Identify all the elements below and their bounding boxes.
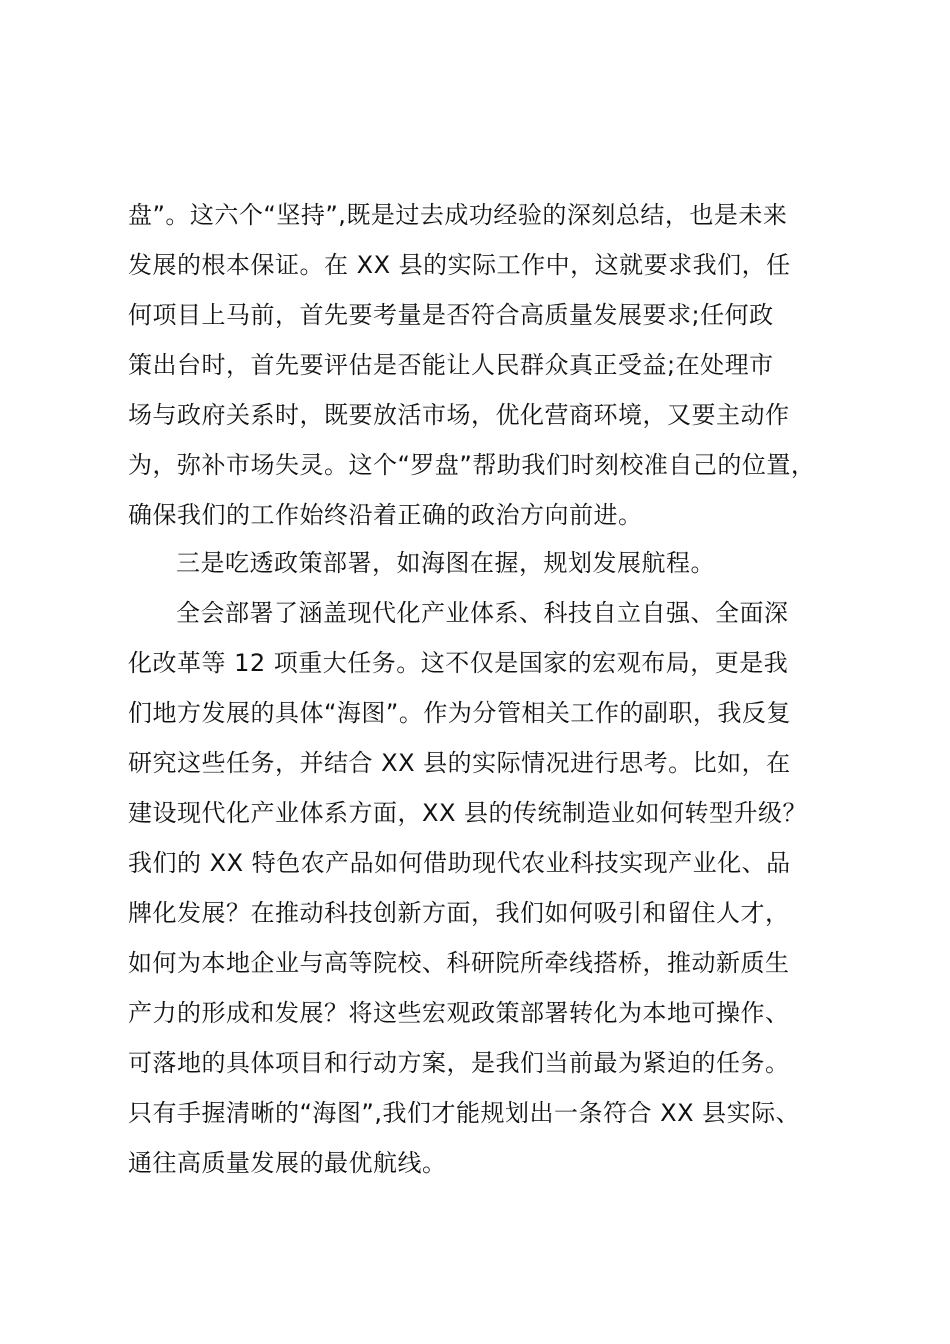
section-heading: 三是吃透政策部署，如海图在握，规划发展航程。 bbox=[176, 549, 715, 577]
text-line: 策出台时，首先要评估是否能让人民群众真正受益;在处理市 bbox=[128, 351, 774, 379]
text-line: 化改革等 12 项重大任务。这不仅是国家的宏观布局，更是我 bbox=[128, 649, 789, 677]
text-line: 们地方发展的具体“海图”。作为分管相关工作的副职，我反复 bbox=[128, 699, 791, 727]
text-line: 何项目上马前，首先要考量是否符合高质量发展要求;任何政 bbox=[128, 301, 774, 329]
text-line: 为，弥补市场失灵。这个“罗盘”帮助我们时刻校准自己的位置， bbox=[128, 451, 816, 479]
text-line: 我们的 XX 特色农产品如何借助现代农业科技实现产业化、品 bbox=[128, 849, 791, 877]
text-line: 全会部署了涵盖现代化产业体系、科技自立自强、全面深 bbox=[176, 599, 789, 627]
text-line: 通往高质量发展的最优航线。 bbox=[128, 1149, 447, 1177]
text-line: 场与政府关系时，既要放活市场，优化营商环境，又要主动作 bbox=[128, 401, 790, 429]
text-line: 产力的形成和发展？将这些宏观政策部署转化为本地可操作、 bbox=[128, 999, 790, 1027]
text-line: 发展的根本保证。在 XX 县的实际工作中，这就要求我们，任 bbox=[128, 251, 791, 279]
text-line: 研究这些任务，并结合 XX 县的实际情况进行思考。比如，在 bbox=[128, 749, 791, 777]
text-line: 牌化发展？在推动科技创新方面，我们如何吸引和留住人才， bbox=[128, 899, 790, 927]
text-line: 确保我们的工作始终沿着正确的政治方向前进。 bbox=[128, 501, 643, 529]
text-line: 盘”。这六个“坚持”,既是过去成功经验的深刻总结，也是未来 bbox=[128, 201, 788, 229]
text-line: 只有手握清晰的“海图”,我们才能规划出一条符合 XX 县实际、 bbox=[128, 1099, 801, 1127]
text-line: 如何为本地企业与高等院校、科研院所牵线搭桥，推动新质生 bbox=[128, 949, 790, 977]
text-line: 建设现代化产业体系方面，XX 县的传统制造业如何转型升级？ bbox=[128, 799, 808, 827]
text-line: 可落地的具体项目和行动方案，是我们当前最为紧迫的任务。 bbox=[128, 1049, 790, 1077]
